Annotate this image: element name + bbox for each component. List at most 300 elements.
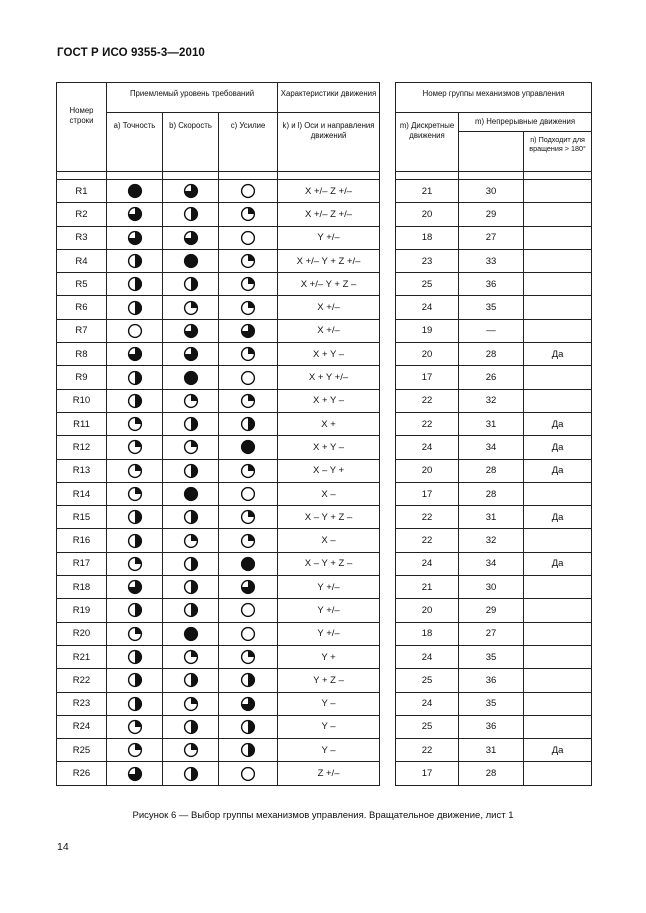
rotation-cell [524, 599, 592, 622]
column-gap [380, 296, 396, 319]
speed-symbol [163, 506, 219, 529]
column-gap [380, 529, 396, 552]
continuous-cell: 30 [459, 576, 524, 599]
row-id: R22 [57, 669, 107, 692]
axes-cell: X – [278, 529, 380, 552]
discrete-cell: 18 [396, 226, 459, 249]
row-id: R13 [57, 459, 107, 482]
row-id: R21 [57, 645, 107, 668]
table-row [57, 715, 592, 738]
half-circle-icon [127, 253, 143, 269]
row-id: R6 [57, 296, 107, 319]
header-characteristics: Характеристики движения [278, 83, 380, 113]
column-gap [380, 343, 396, 366]
rotation-cell [524, 645, 592, 668]
table-row [57, 669, 592, 692]
half-circle-icon [127, 696, 143, 712]
full-circle-icon [183, 626, 199, 642]
force-symbol [219, 273, 278, 296]
three-quarter-circle-icon [127, 579, 143, 595]
page-number: 14 [57, 841, 69, 853]
half-circle-icon [183, 766, 199, 782]
header-rotation: n) Подходит для вращения > 180° [524, 132, 592, 172]
row-id: R14 [57, 482, 107, 505]
table-row [57, 529, 592, 552]
speed-symbol [163, 529, 219, 552]
half-circle-icon [183, 672, 199, 688]
table-row [57, 482, 592, 505]
row-id: R3 [57, 226, 107, 249]
table-row [57, 249, 592, 272]
axes-cell: Y – [278, 692, 380, 715]
document-title: ГОСТ Р ИСО 9355-3—2010 [57, 47, 205, 59]
axes-cell: X +/– [278, 319, 380, 342]
force-symbol [219, 389, 278, 412]
half-circle-icon [183, 206, 199, 222]
half-circle-icon [183, 556, 199, 572]
half-circle-icon [183, 463, 199, 479]
half-circle-icon [183, 579, 199, 595]
table-body [57, 180, 592, 786]
quarter-circle-icon [240, 393, 256, 409]
accuracy-symbol [107, 203, 163, 226]
accuracy-symbol [107, 482, 163, 505]
half-circle-icon [183, 509, 199, 525]
accuracy-symbol [107, 343, 163, 366]
continuous-cell: 27 [459, 226, 524, 249]
table-row [57, 762, 592, 785]
speed-symbol [163, 343, 219, 366]
quarter-circle-icon [127, 486, 143, 502]
rotation-cell [524, 203, 592, 226]
row-id: R12 [57, 436, 107, 459]
full-circle-icon [240, 439, 256, 455]
quarter-circle-icon [240, 509, 256, 525]
half-circle-icon [183, 602, 199, 618]
axes-cell: Y – [278, 715, 380, 738]
axes-cell: X – [278, 482, 380, 505]
force-symbol [219, 203, 278, 226]
discrete-cell: 20 [396, 459, 459, 482]
half-circle-icon [127, 276, 143, 292]
discrete-cell: 20 [396, 203, 459, 226]
column-gap [380, 226, 396, 249]
discrete-cell: 17 [396, 762, 459, 785]
rotation-cell [524, 692, 592, 715]
speed-symbol [163, 599, 219, 622]
accuracy-symbol [107, 389, 163, 412]
force-symbol [219, 366, 278, 389]
quarter-circle-icon [240, 463, 256, 479]
empty-circle-icon [127, 323, 143, 339]
speed-symbol [163, 645, 219, 668]
speed-symbol [163, 762, 219, 785]
header-requirement-level: Приемлемый уровень требований [107, 83, 278, 113]
column-gap [380, 366, 396, 389]
table-row [57, 203, 592, 226]
force-symbol [219, 482, 278, 505]
table-row [57, 319, 592, 342]
speed-symbol [163, 319, 219, 342]
force-symbol [219, 506, 278, 529]
axes-cell: Y +/– [278, 576, 380, 599]
speed-symbol [163, 436, 219, 459]
column-gap [380, 552, 396, 575]
quarter-circle-icon [183, 533, 199, 549]
accuracy-symbol [107, 669, 163, 692]
rotation-cell: Да [524, 506, 592, 529]
table-row [57, 389, 592, 412]
axes-cell: Y + [278, 645, 380, 668]
continuous-cell: 30 [459, 180, 524, 203]
axes-cell: X + Y – [278, 343, 380, 366]
force-symbol [219, 343, 278, 366]
table-row [57, 645, 592, 668]
continuous-cell: 36 [459, 273, 524, 296]
rotation-cell: Да [524, 412, 592, 435]
half-circle-icon [127, 602, 143, 618]
discrete-cell: 18 [396, 622, 459, 645]
accuracy-symbol [107, 319, 163, 342]
discrete-cell: 24 [396, 692, 459, 715]
row-id: R23 [57, 692, 107, 715]
column-gap [380, 412, 396, 435]
table-row [57, 459, 592, 482]
accuracy-symbol [107, 715, 163, 738]
rotation-cell [524, 762, 592, 785]
quarter-circle-icon [127, 626, 143, 642]
rotation-cell: Да [524, 436, 592, 459]
row-id: R2 [57, 203, 107, 226]
quarter-circle-icon [183, 393, 199, 409]
table-row [57, 180, 592, 203]
axes-cell: X + [278, 412, 380, 435]
quarter-circle-icon [127, 439, 143, 455]
half-circle-icon [240, 742, 256, 758]
column-gap [380, 482, 396, 505]
half-circle-icon [127, 370, 143, 386]
row-id: R9 [57, 366, 107, 389]
rotation-cell: Да [524, 459, 592, 482]
accuracy-symbol [107, 622, 163, 645]
column-gap [380, 739, 396, 762]
quarter-circle-icon [127, 463, 143, 479]
half-circle-icon [127, 393, 143, 409]
discrete-cell: 20 [396, 599, 459, 622]
axes-cell: X +/– Y + Z +/– [278, 249, 380, 272]
column-gap [380, 645, 396, 668]
three-quarter-circle-icon [240, 696, 256, 712]
rotation-cell [524, 576, 592, 599]
axes-cell: X + Y – [278, 389, 380, 412]
empty-circle-icon [240, 766, 256, 782]
column-gap [380, 622, 396, 645]
rotation-cell [524, 296, 592, 319]
force-symbol [219, 762, 278, 785]
empty-circle-icon [240, 183, 256, 199]
quarter-circle-icon [127, 416, 143, 432]
accuracy-symbol [107, 692, 163, 715]
axes-cell: X – Y + Z – [278, 506, 380, 529]
column-gap [380, 180, 396, 203]
table-row [57, 436, 592, 459]
row-id: R17 [57, 552, 107, 575]
rotation-cell [524, 180, 592, 203]
discrete-cell: 22 [396, 412, 459, 435]
three-quarter-circle-icon [127, 230, 143, 246]
continuous-cell: 33 [459, 249, 524, 272]
full-circle-icon [183, 486, 199, 502]
quarter-circle-icon [127, 556, 143, 572]
empty-circle-icon [240, 602, 256, 618]
quarter-circle-icon [240, 276, 256, 292]
row-id: R16 [57, 529, 107, 552]
table-row [57, 226, 592, 249]
force-symbol [219, 669, 278, 692]
rotation-cell [524, 249, 592, 272]
speed-symbol [163, 669, 219, 692]
force-symbol [219, 715, 278, 738]
row-id: R4 [57, 249, 107, 272]
table-row [57, 576, 592, 599]
half-circle-icon [127, 300, 143, 316]
force-symbol [219, 436, 278, 459]
quarter-circle-icon [240, 300, 256, 316]
rotation-cell [524, 715, 592, 738]
force-symbol [219, 180, 278, 203]
accuracy-symbol [107, 436, 163, 459]
force-symbol [219, 296, 278, 319]
accuracy-symbol [107, 296, 163, 319]
row-id: R11 [57, 412, 107, 435]
quarter-circle-icon [240, 649, 256, 665]
discrete-cell: 22 [396, 529, 459, 552]
quarter-circle-icon [240, 346, 256, 362]
axes-cell: Y +/– [278, 599, 380, 622]
accuracy-symbol [107, 459, 163, 482]
rotation-cell: Да [524, 552, 592, 575]
empty-circle-icon [240, 626, 256, 642]
table-row [57, 343, 592, 366]
row-id: R26 [57, 762, 107, 785]
accuracy-symbol [107, 226, 163, 249]
table-row [57, 622, 592, 645]
speed-symbol [163, 366, 219, 389]
speed-symbol [163, 715, 219, 738]
column-gap [380, 576, 396, 599]
continuous-cell: 31 [459, 506, 524, 529]
rotation-cell [524, 226, 592, 249]
full-circle-icon [127, 183, 143, 199]
half-circle-icon [240, 672, 256, 688]
accuracy-symbol [107, 273, 163, 296]
rotation-cell: Да [524, 739, 592, 762]
table-row [57, 552, 592, 575]
quarter-circle-icon [183, 649, 199, 665]
discrete-cell: 24 [396, 645, 459, 668]
discrete-cell: 22 [396, 389, 459, 412]
row-id: R19 [57, 599, 107, 622]
header-group-number: Номер группы механизмов управления [396, 83, 592, 113]
quarter-circle-icon [127, 742, 143, 758]
accuracy-symbol [107, 739, 163, 762]
header-continuous: m) Непрерывные движения [459, 113, 592, 132]
column-gap [380, 436, 396, 459]
empty-circle-icon [240, 486, 256, 502]
accuracy-symbol [107, 180, 163, 203]
column-gap [380, 319, 396, 342]
discrete-cell: 21 [396, 180, 459, 203]
speed-symbol [163, 273, 219, 296]
speed-symbol [163, 389, 219, 412]
speed-symbol [163, 576, 219, 599]
empty-circle-icon [240, 230, 256, 246]
header-force: c) Усилие [219, 113, 278, 172]
force-symbol [219, 459, 278, 482]
row-id: R1 [57, 180, 107, 203]
table-row [57, 692, 592, 715]
discrete-cell: 24 [396, 436, 459, 459]
force-symbol [219, 319, 278, 342]
column-gap [380, 506, 396, 529]
table-row [57, 366, 592, 389]
rotation-cell [524, 622, 592, 645]
discrete-cell: 25 [396, 669, 459, 692]
three-quarter-circle-icon [127, 206, 143, 222]
accuracy-symbol [107, 599, 163, 622]
control-group-table [56, 82, 592, 786]
rotation-cell [524, 273, 592, 296]
discrete-cell: 17 [396, 482, 459, 505]
accuracy-symbol [107, 576, 163, 599]
continuous-cell: 36 [459, 715, 524, 738]
axes-cell: X + Y +/– [278, 366, 380, 389]
quarter-circle-icon [127, 719, 143, 735]
continuous-cell: 26 [459, 366, 524, 389]
continuous-cell: 28 [459, 459, 524, 482]
table-row [57, 412, 592, 435]
column-gap [380, 599, 396, 622]
discrete-cell: 17 [396, 366, 459, 389]
three-quarter-circle-icon [183, 183, 199, 199]
axes-cell: Y – [278, 739, 380, 762]
half-circle-icon [127, 649, 143, 665]
discrete-cell: 20 [396, 343, 459, 366]
half-circle-icon [183, 719, 199, 735]
speed-symbol [163, 296, 219, 319]
speed-symbol [163, 739, 219, 762]
row-id: R25 [57, 739, 107, 762]
axes-cell: Y +/– [278, 226, 380, 249]
quarter-circle-icon [183, 742, 199, 758]
accuracy-symbol [107, 249, 163, 272]
continuous-cell: 28 [459, 762, 524, 785]
speed-symbol [163, 249, 219, 272]
table-row [57, 506, 592, 529]
discrete-cell: 19 [396, 319, 459, 342]
axes-cell: Z +/– [278, 762, 380, 785]
row-id: R5 [57, 273, 107, 296]
speed-symbol [163, 226, 219, 249]
rotation-cell [524, 366, 592, 389]
accuracy-symbol [107, 645, 163, 668]
half-circle-icon [127, 533, 143, 549]
header-speed: b) Скорость [163, 113, 219, 172]
row-id: R20 [57, 622, 107, 645]
half-circle-icon [183, 416, 199, 432]
force-symbol [219, 739, 278, 762]
continuous-cell: 35 [459, 296, 524, 319]
accuracy-symbol [107, 762, 163, 785]
rotation-cell [524, 669, 592, 692]
column-gap [380, 83, 396, 172]
column-gap [380, 249, 396, 272]
force-symbol [219, 226, 278, 249]
table-row [57, 739, 592, 762]
quarter-circle-icon [240, 533, 256, 549]
header-row-number: Номер строки [57, 83, 107, 172]
axes-cell: X +/– [278, 296, 380, 319]
discrete-cell: 21 [396, 576, 459, 599]
three-quarter-circle-icon [127, 346, 143, 362]
header-continuous-empty [459, 132, 524, 172]
half-circle-icon [240, 719, 256, 735]
half-circle-icon [127, 509, 143, 525]
row-id: R8 [57, 343, 107, 366]
continuous-cell: 29 [459, 203, 524, 226]
row-id: R18 [57, 576, 107, 599]
three-quarter-circle-icon [183, 230, 199, 246]
continuous-cell: 35 [459, 645, 524, 668]
continuous-cell: 31 [459, 412, 524, 435]
speed-symbol [163, 180, 219, 203]
continuous-cell: 36 [459, 669, 524, 692]
column-gap [380, 273, 396, 296]
axes-cell: Y + Z – [278, 669, 380, 692]
continuous-cell: 31 [459, 739, 524, 762]
force-symbol [219, 692, 278, 715]
discrete-cell: 25 [396, 715, 459, 738]
column-gap [380, 762, 396, 785]
figure-caption: Рисунок 6 — Выбор группы механизмов управления. Вращательное движение, лист 1 [132, 810, 514, 821]
quarter-circle-icon [240, 206, 256, 222]
speed-symbol [163, 203, 219, 226]
discrete-cell: 25 [396, 273, 459, 296]
accuracy-symbol [107, 412, 163, 435]
rotation-cell: Да [524, 343, 592, 366]
speed-symbol [163, 622, 219, 645]
quarter-circle-icon [183, 439, 199, 455]
axes-cell: X +/– Z +/– [278, 180, 380, 203]
axes-cell: X +/– Y + Z – [278, 273, 380, 296]
column-gap [380, 389, 396, 412]
half-circle-icon [240, 416, 256, 432]
table-row [57, 599, 592, 622]
continuous-cell: 28 [459, 343, 524, 366]
discrete-cell: 22 [396, 739, 459, 762]
quarter-circle-icon [183, 300, 199, 316]
continuous-cell: 32 [459, 389, 524, 412]
continuous-cell: 28 [459, 482, 524, 505]
force-symbol [219, 249, 278, 272]
axes-cell: X +/– Z +/– [278, 203, 380, 226]
axes-cell: X – Y + Z – [278, 552, 380, 575]
rotation-cell [524, 319, 592, 342]
header-accuracy: а) Точность [107, 113, 163, 172]
axes-cell: X – Y + [278, 459, 380, 482]
three-quarter-circle-icon [240, 579, 256, 595]
speed-symbol [163, 412, 219, 435]
